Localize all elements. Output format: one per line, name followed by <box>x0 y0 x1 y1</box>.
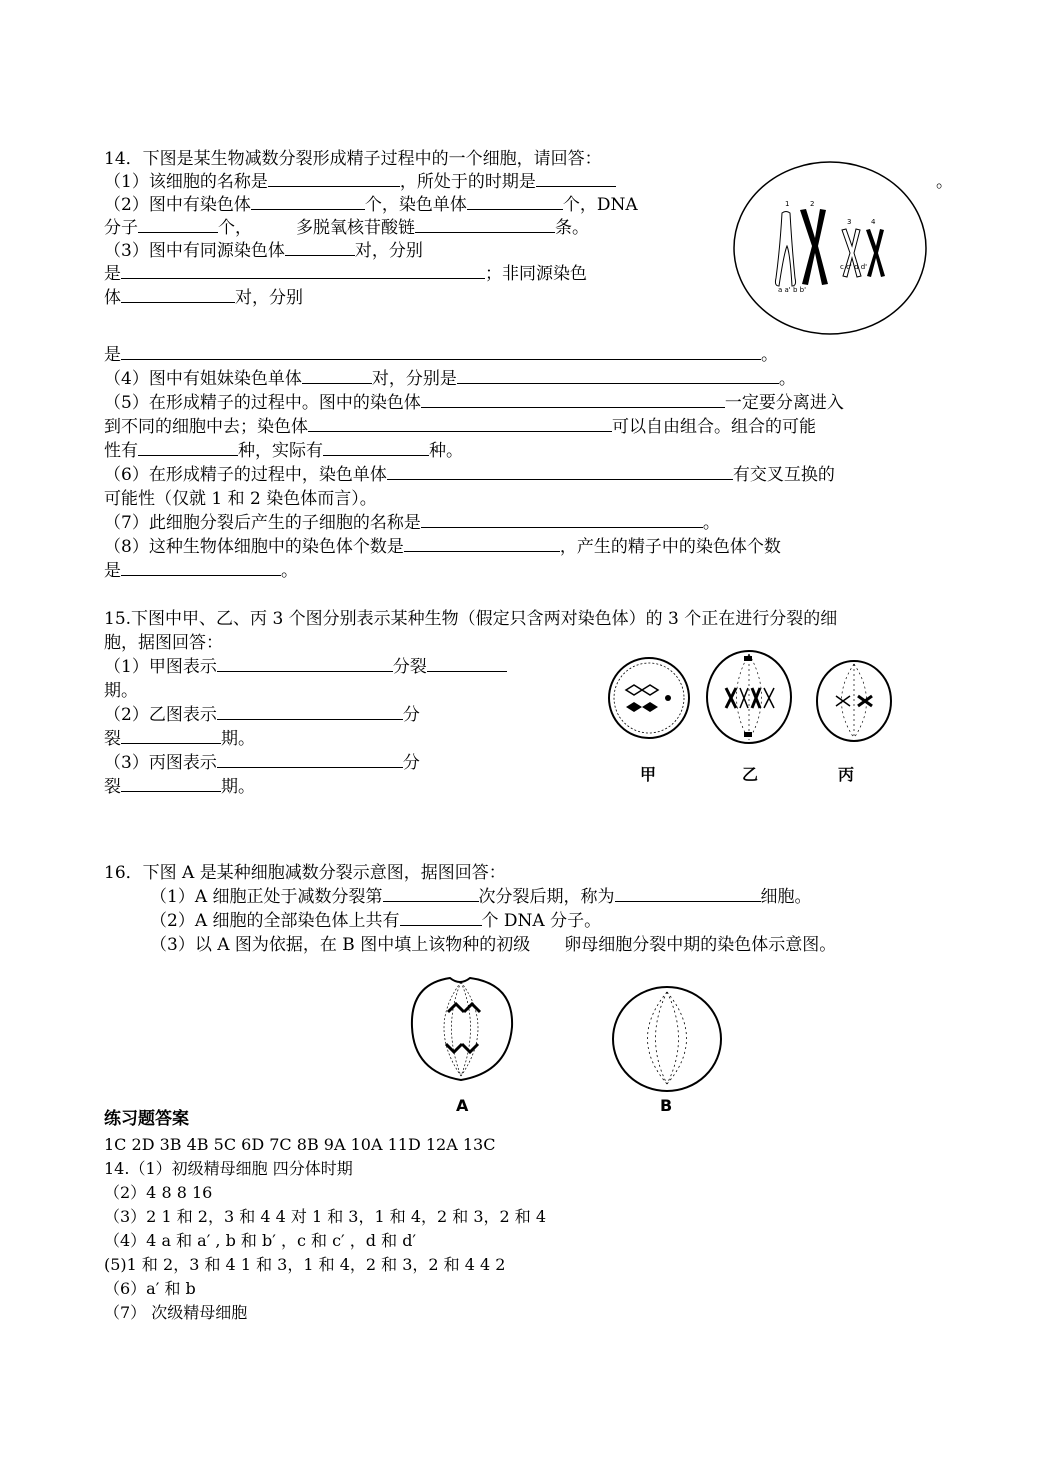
q14-line-13: 可能性（仅就 1 和 2 染色体而言）。 <box>104 489 377 509</box>
answer-blank[interactable] <box>217 705 403 720</box>
answers-heading: 练习题答案 <box>104 1109 189 1129</box>
q14-line-11 <box>104 440 463 462</box>
q15-line-2b <box>104 728 255 750</box>
q14-text: 。 <box>281 561 298 581</box>
answers-line-7: （6）a′ 和 b <box>104 1279 196 1298</box>
q14-line-10 <box>104 416 816 438</box>
q16-line-3: （3）以 A 图为依据，在 B 图中填上该物种的初级 卵母细胞分裂中期的染色体示意图。 <box>150 935 837 955</box>
answers-line-5: （4）4 a 和 a′ , b 和 b′ ，c 和 c′ ，d 和 d′ <box>104 1231 417 1250</box>
figure-label-b: B <box>660 1096 673 1115</box>
q14-text: 种。 <box>429 441 463 461</box>
q14-line-7 <box>104 344 778 366</box>
answer-blank[interactable] <box>415 218 555 233</box>
cell-jia-figure <box>606 655 692 741</box>
q16-line-2 <box>150 910 601 932</box>
answers-line-1: 1C 2D 3B 4B 5C 6D 7C 8B 9A 10A 11D 12A 13C <box>104 1135 496 1154</box>
q14-line-1-end: 。 <box>936 172 953 192</box>
figure-label-a: A <box>456 1096 469 1115</box>
answer-blank[interactable] <box>138 441 238 456</box>
q14-text: ，产生的精子中的染色体个数 <box>559 537 781 557</box>
q14-text: 对，分别 <box>235 288 303 308</box>
q14-text: （3）图中有同源染色体 <box>104 241 285 261</box>
q14-text: 个， <box>218 218 252 238</box>
q14-text: 个，染色单体 <box>364 195 467 215</box>
q14-line-12 <box>104 464 835 486</box>
chromosome-number: 4 <box>871 218 876 226</box>
q14-text: （1）该细胞的名称是 <box>104 172 268 192</box>
answers-line-8: （7） 次级精母细胞 <box>104 1303 248 1322</box>
answer-blank[interactable] <box>217 753 403 768</box>
q14-line-9 <box>104 392 844 414</box>
q15-text: 分 <box>402 753 420 773</box>
q15-text: 期。 <box>221 777 255 797</box>
answers-line-3: （2）4 8 8 16 <box>104 1183 213 1202</box>
q14-line-2 <box>104 194 638 216</box>
q14-text: （7）此细胞分裂后产生的子细胞的名称是 <box>104 513 421 533</box>
answer-blank[interactable] <box>268 172 400 187</box>
q14-text: 性有 <box>104 441 138 461</box>
q14-text: 可以自由组合。组合的可能 <box>612 417 816 437</box>
q15-title-2: 胞，据图回答： <box>104 633 223 653</box>
q14-text: （4）图中有姐妹染色单体 <box>104 369 302 389</box>
answer-blank[interactable] <box>387 465 733 480</box>
q16-text: 个 DNA 分子。 <box>481 911 602 931</box>
answers-line-4: （3）2 1 和 2，3 和 4 4 对 1 和 3，1 和 4，2 和 3，2 和 4 <box>104 1207 547 1226</box>
q14-line-8 <box>104 368 796 390</box>
answer-blank[interactable] <box>285 241 355 256</box>
answer-blank[interactable] <box>421 393 725 408</box>
q14-text: ，所处于的时期是 <box>399 172 536 192</box>
q15-line-1b: 期。 <box>104 681 138 701</box>
q14-text: 条。 <box>555 218 589 238</box>
q16-title: 16．下图 A 是某种细胞减数分裂示意图，据图回答： <box>104 863 506 883</box>
q14-line-5 <box>104 263 587 285</box>
answer-blank[interactable] <box>121 729 221 744</box>
q14-text: 。 <box>702 513 720 533</box>
q14-text: 。 <box>778 369 796 389</box>
q14-line-4 <box>104 240 423 262</box>
q15-line-2 <box>104 704 420 726</box>
chromatid-letters: c c' d d' <box>840 263 868 271</box>
q14-line-16 <box>104 560 298 582</box>
answer-blank[interactable] <box>536 172 616 187</box>
answers-line-6: (5)1 和 2，3 和 4 1 和 3，1 和 4，2 和 3，2 和 4 4 2 <box>104 1255 506 1274</box>
cell-yi-figure <box>704 648 794 746</box>
q14-text: 个，DNA <box>562 195 638 215</box>
answer-blank[interactable] <box>251 195 365 210</box>
cell-bing-figure <box>814 658 894 744</box>
q16-text: 细胞。 <box>760 887 812 907</box>
q14-text: （8）这种生物体细胞中的染色体个数是 <box>104 537 404 557</box>
answers-line-2: 14.（1）初级精母细胞 四分体时期 <box>104 1159 353 1178</box>
q14-text: 多脱氧核苷酸链 <box>296 218 415 238</box>
q15-text: 期。 <box>221 729 255 749</box>
answer-blank[interactable] <box>217 657 393 672</box>
q15-title: 15.下图中甲、乙、丙 3 个图分别表示某种生物（假定只含两对染色体）的 3 个正在进行分裂的细 <box>104 609 838 629</box>
answer-blank[interactable] <box>404 537 560 552</box>
q14-text: 体 <box>104 288 121 308</box>
q14-text: 是 <box>104 345 121 365</box>
answer-blank[interactable] <box>121 345 761 360</box>
chromosome-number: 3 <box>847 218 852 226</box>
q14-line-15 <box>104 536 781 558</box>
answer-blank[interactable] <box>121 777 221 792</box>
q14-text: 一定要分离进入 <box>724 393 844 413</box>
answer-blank[interactable] <box>121 264 485 279</box>
q16-text: （2）A 细胞的全部染色体上共有 <box>150 911 400 931</box>
q15-text: 分 <box>402 705 420 725</box>
answer-blank[interactable] <box>400 911 482 926</box>
answer-blank[interactable] <box>121 561 281 576</box>
q15-line-1 <box>104 656 507 678</box>
q14-text: （2）图中有染色体 <box>104 195 251 215</box>
q15-text: （3）丙图表示 <box>104 753 217 773</box>
q14-text: 种，实际有 <box>238 441 323 461</box>
q14-text: 是 <box>104 264 121 284</box>
q15-line-3b <box>104 776 255 798</box>
answer-blank[interactable] <box>615 887 761 902</box>
q14-cell-figure <box>730 158 930 338</box>
q15-text: 裂 <box>104 777 121 797</box>
cell-label-jia: 甲 <box>640 765 657 784</box>
chromosome-number: 1 <box>785 200 790 208</box>
chromatid-letters: a a' b b' <box>778 286 806 294</box>
q14-text: 对，分别是 <box>371 369 457 389</box>
q15-text: 裂 <box>104 729 121 749</box>
q14-text: 对，分别 <box>354 241 423 261</box>
answer-blank[interactable] <box>457 369 779 384</box>
q16-line-1 <box>150 886 812 908</box>
q14-line-6 <box>104 287 303 309</box>
q14-text: 。 <box>761 345 778 365</box>
q14-text: 有交叉互换的 <box>732 465 835 485</box>
answer-blank[interactable] <box>121 288 235 303</box>
q15-text: （1）甲图表示 <box>104 657 217 677</box>
answer-blank[interactable] <box>323 441 429 456</box>
answer-blank[interactable] <box>302 369 372 384</box>
q14-line-14 <box>104 512 720 534</box>
q14-text: 到不同的细胞中去；染色体 <box>104 417 308 437</box>
q15-line-3 <box>104 752 420 774</box>
q16-text: （1）A 细胞正处于减数分裂第 <box>150 887 383 907</box>
q14-text: ；非同源染色 <box>485 264 587 284</box>
answer-blank[interactable] <box>308 417 612 432</box>
answer-blank[interactable] <box>138 218 218 233</box>
q14-line-1 <box>104 171 616 193</box>
cell-label-bing: 丙 <box>838 765 855 784</box>
answer-blank[interactable] <box>467 195 563 210</box>
q14-title: 14．下图是某生物减数分裂形成精子过程中的一个细胞，请回答： <box>104 149 602 169</box>
q14-text: （6）在形成精子的过程中，染色单体 <box>104 465 387 485</box>
q15-text: （2）乙图表示 <box>104 705 217 725</box>
q14-text: 分子 <box>104 218 138 238</box>
chromosome-number: 2 <box>810 200 815 208</box>
cell-label-yi: 乙 <box>742 765 759 784</box>
q14-text: （5）在形成精子的过程中。图中的染色体 <box>104 393 421 413</box>
q14-text: 是 <box>104 561 121 581</box>
q15-text: 分裂 <box>392 657 427 677</box>
answer-blank[interactable] <box>427 657 507 672</box>
cell-a-figure <box>402 972 520 1084</box>
answer-blank[interactable] <box>383 887 479 902</box>
q16-text: 次分裂后期，称为 <box>478 887 615 907</box>
answer-blank[interactable] <box>421 513 703 528</box>
cell-b-figure <box>610 984 724 1094</box>
q14-line-3 <box>104 217 589 239</box>
